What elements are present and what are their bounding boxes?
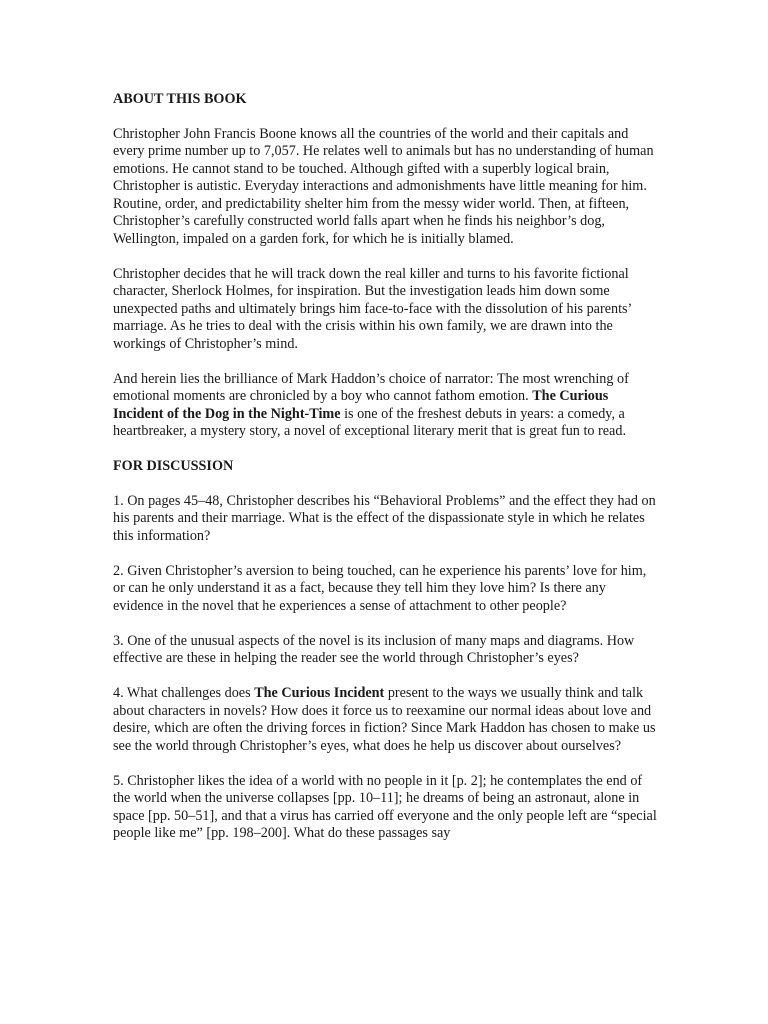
discussion-question-4 [113, 685, 658, 755]
discussion-question-2: 2. Given Christopher’s aversion to being touched, can he experience his parents’ love for him, or can he only understand it as a fact, because they tell him they love him? Is there any evidence in the novel that he experiences a sense of attachment to other people? [113, 562, 647, 614]
discussion-question-5: 5. Christopher likes the idea of a world with no people in it [p. 2]; he contemplates the end of the world when the universe collapses [pp. 10–11]; he dreams of being an astronaut, alone in space [pp. 50–51], and that a virus has carried off everyone and the only people left are “special people like me” [pp. 198–200]. What do these passages say [113, 772, 657, 841]
about-heading: ABOUT THIS BOOK [113, 91, 247, 107]
discussion-question-1: 1. On pages 45–48, Christopher describes his “Behavioral Problems” and the effect they had on his parents and their marriage. What is the effect of the dispassionate style in which he relates this information? [113, 492, 656, 544]
discussion-question-3: 3. One of the unusual aspects of the novel is its inclusion of many maps and diagrams. How effective are these in helping the reader see the world through Christopher’s eyes? [113, 632, 635, 666]
book-title: The Curious Incident of the Dog in the Night-Time [113, 388, 609, 422]
discussion-question-4-text: 4. What challenges does [113, 685, 255, 701]
about-paragraph-2: Christopher decides that he will track down the real killer and turns to his favorite fictional character, Sherlock Holmes, for inspiration. But the investigation leads him down some unexpected paths and ultimately brings him face-to-face with the dissolution of his parents’ marriage. As he tries to deal with the crisis within his own family, we are drawn into the workings of Christopher’s mind. [113, 265, 632, 352]
about-paragraph-1: Christopher John Francis Boone knows all the countries of the world and their capitals and every prime number up to 7,057. He relates well to animals but has no understanding of human emotions. He cannot stand to be touched. Although gifted with a superbly logical brain, Christopher is autistic. Everyday interactions and admonishments have little meaning for him. Routine, order, and predictability shelter him from the messy wider world. Then, at fifteen, Christopher’s carefully constructed world falls apart when he finds his neighbor’s dog, Wellington, impaled on a garden fork, for which he is initially blamed. [113, 125, 654, 247]
discussion-heading: FOR DISCUSSION [113, 458, 234, 474]
about-paragraph-3-text-end: is one of the freshest debuts in years: a comedy, a heartbreaker, a mystery story, a novel of exceptional literary merit that is great fun to read. [113, 405, 626, 439]
about-paragraph-3-text: And herein lies the brilliance of Mark Haddon’s choice of narrator: The most wrenching of emotional moments are chronicled by a boy who cannot fathom emotion. [113, 370, 629, 404]
document-page [113, 91, 658, 860]
book-title-short: The Curious Incident [254, 685, 385, 701]
about-paragraph-3 [113, 371, 658, 441]
discussion-question-4-text-end: present to the ways we usually think and talk about characters in novels? How does it force us to reexamine our normal ideas about love and desire, which are often the driving forces in fiction? Since Mark Haddon has chosen to make us see the world through Christopher’s eyes, what does he help us discover about ourselves? [113, 685, 656, 754]
